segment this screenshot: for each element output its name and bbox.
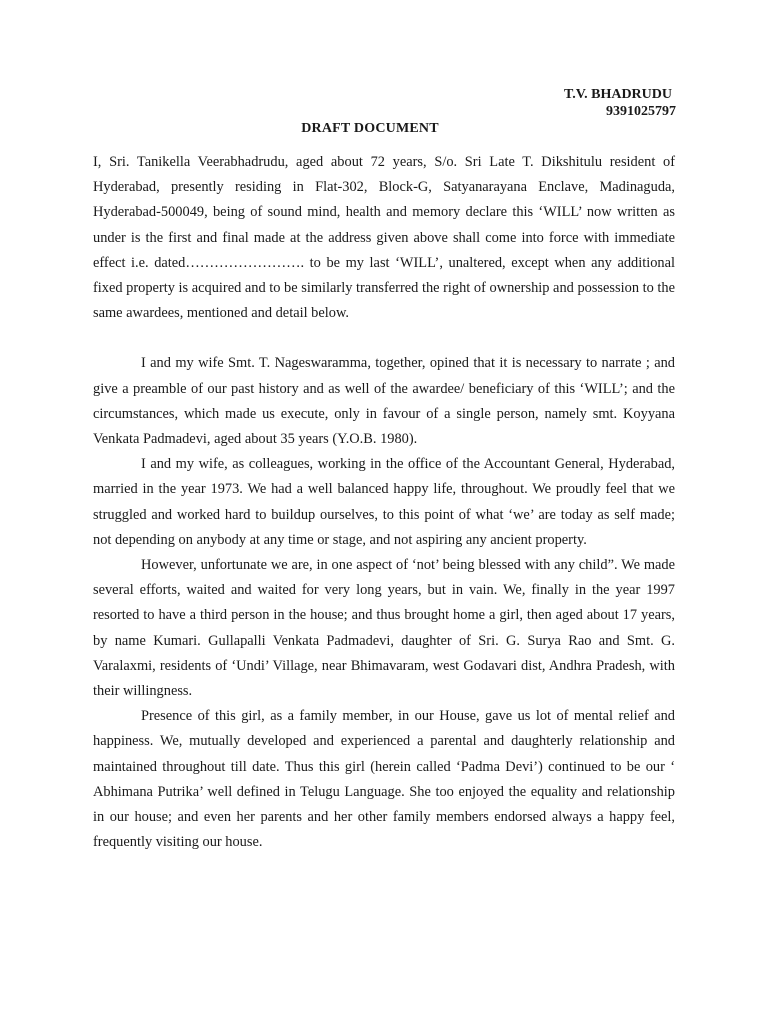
document-body <box>93 150 675 855</box>
document-title: DRAFT DOCUMENT <box>301 121 439 136</box>
author-block <box>564 86 676 120</box>
author-name: T.V. BHADRUDU <box>564 87 672 102</box>
author-phone: 9391025797 <box>606 104 676 119</box>
paragraph-relationship: Presence of this girl, as a family member, in our House, gave us lot of mental relief and happiness. We, mutually developed and experienced a parental and daughterly relationship and maintained throughout till date. Thus this girl (herein called ‘Padma Devi’) continued to be our ‘ Abhimana Putrika’ well defined in Telugu Language. She too enjoyed the equality and relationship in our house; and even her parents and her other family members endorsed always a happy feel, frequently visiting our house. <box>93 708 675 851</box>
paragraph-declaration: I, Sri. Tanikella Veerabhadrudu, aged about 72 years, S/o. Sri Late T. Dikshitulu resident of Hyderabad, presently residing in Flat-302, Block-G, Satyanarayana Enclave, Madinaguda, Hyderabad-500049, being of sound mind, health and memory declare this ‘WILL’ now written as under is the first and final made at the address given above shall come into force with immediate effect i.e. dated……………………. to be my last ‘WILL’, unaltered, except when any additional fixed property is acquired and to be similarly transferred the right of ownership and possession to the same awardees, mentioned and detail below. <box>93 154 675 322</box>
paragraph-adoption: However, unfortunate we are, in one aspect of ‘not’ being blessed with any child”. We made several efforts, waited and waited for very long years, but in vain. We, finally in the year 1997 resorted to have a third person in the house; and thus brought home a girl, then aged about 17 years, by name Kumari. Gullapalli Venkata Padmadevi, daughter of Sri. G. Surya Rao and Smt. G. Varalaxmi, residents of ‘Undi’ Village, near Bhimavaram, west Godavari dist, Andhra Pradesh, with their willingness. <box>93 557 675 700</box>
paragraph-preamble: I and my wife Smt. T. Nageswaramma, together, opined that it is necessary to narrate ; and give a preamble of our past history and as well of the awardee/ beneficiary of this ‘WILL’; and the circumstances, which made us execute, only in favour of a single person, namely smt. Koyyana Venkata Padmadevi, aged about 35 years (Y.O.B. 1980). <box>93 355 675 448</box>
paragraph-marriage: I and my wife, as colleagues, working in the office of the Accountant General, Hyderabad, married in the year 1973. We had a well balanced happy life, throughout. We proudly feel that we struggled and worked hard to buildup ourselves, to this point of what ‘we’ are today as self made; not depending on anybody at any time or stage, and not aspiring any ancient property. <box>93 456 675 548</box>
